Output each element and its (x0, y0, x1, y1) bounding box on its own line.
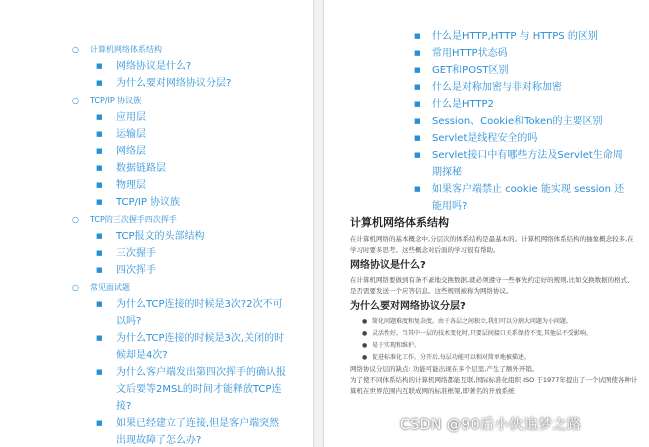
circle-bullet-icon: ○ (72, 283, 79, 292)
square-bullet-icon: ■ (96, 130, 103, 138)
bullet-icon: ● (362, 354, 368, 361)
toc-link[interactable] (0, 262, 313, 279)
list-item: ● 灵活性好。当其中一层的技术变化时,只要层间接口关系保持不变,其他层不受影响。 (362, 328, 640, 340)
square-bullet-icon: ■ (414, 134, 421, 142)
paragraph-osi-intro: 为了使不同体系结构的计算机网络都能互联,国际标准化组织 ISO 于1977年提出了一个试图使各种计算机在世界范围内互联成网的标准框架,即著名的开放系统 (350, 376, 638, 395)
list-item: ● 易于实现和维护。 (362, 340, 640, 352)
square-bullet-icon: ■ (414, 100, 421, 108)
toc-link[interactable] (0, 41, 313, 58)
toc-link[interactable] (324, 181, 649, 215)
right-document-page (324, 0, 649, 447)
toc-link[interactable] (0, 126, 313, 143)
toc-link-label: 网络层 (116, 146, 146, 157)
toc-link-label: Session、Cookie和Token的主要区别 (432, 116, 603, 127)
toc-link-label: 什么是HTTP,HTTP 与 HTTPS 的区别 (432, 31, 598, 42)
paragraph-layering-drawback: 网络协议分层的缺点: 功能可能出现在多个层里,产生了额外开销。 (350, 365, 539, 373)
toc-link-label: 四次挥手 (116, 265, 156, 276)
toc-link[interactable] (0, 160, 313, 177)
toc-link[interactable] (324, 147, 649, 181)
square-bullet-icon: ■ (414, 32, 421, 40)
article-body (350, 214, 640, 397)
heading-what-is-protocol: 网络协议是什么? (350, 260, 426, 271)
square-bullet-icon: ■ (96, 419, 103, 427)
square-bullet-icon: ■ (96, 232, 103, 240)
toc-link-label: 如果已经建立了连接,但是客户端突然出现故障了怎么办? (116, 418, 280, 446)
toc-link-label: 运输层 (116, 129, 146, 140)
csdn-watermark: CSDN @90后小伙追梦之路 (400, 417, 582, 433)
bullet-icon: ● (362, 342, 368, 349)
paragraph-architecture: 在计算机网络的基本概念中,分层次的体系结构是最基本的。计算机网络体系结构的抽象概念较多,在学习时要多思考。这些概念对后面的学习很有帮助。 (350, 235, 634, 254)
square-bullet-icon: ■ (414, 49, 421, 57)
square-bullet-icon: ■ (96, 79, 103, 87)
square-bullet-icon: ■ (96, 266, 103, 274)
toc-link-label: TCP报文的头部结构 (116, 231, 205, 242)
toc-link[interactable] (0, 177, 313, 194)
list-item: ● 促进标准化工作。分开后,每层功能可以相对简单地被描述。 (362, 352, 640, 364)
toc-link[interactable] (0, 296, 313, 330)
square-bullet-icon: ■ (96, 164, 103, 172)
toc-link-label: 为什么客户端发出第四次挥手的确认报文后要等2MSL的时间才能释放TCP连接? (116, 367, 286, 412)
square-bullet-icon: ■ (96, 368, 103, 376)
toc-link[interactable] (0, 92, 313, 109)
toc-link[interactable] (0, 75, 313, 92)
heading-why-layering: 为什么要对网络协议分层? (350, 301, 466, 312)
toc-link[interactable] (0, 58, 313, 75)
layering-benefits-list (350, 316, 640, 364)
toc-link-label: 数据链路层 (116, 163, 166, 174)
square-bullet-icon: ■ (96, 147, 103, 155)
circle-bullet-icon: ○ (72, 215, 79, 224)
toc-link-label: 应用层 (116, 112, 146, 123)
toc-link[interactable] (0, 211, 313, 228)
bullet-icon: ● (362, 318, 368, 325)
square-bullet-icon: ■ (414, 185, 421, 193)
toc-link-label: Servlet是线程安全的吗 (432, 133, 538, 144)
toc-link[interactable] (324, 28, 649, 45)
toc-link[interactable] (0, 109, 313, 126)
square-bullet-icon: ■ (414, 83, 421, 91)
toc-link[interactable] (0, 279, 313, 296)
toc-link[interactable] (0, 364, 313, 415)
toc-link-label: TCP的三次握手四次挥手 (90, 215, 177, 224)
toc-link-label: 为什么TCP连接的时候是3次?2次不可以吗? (116, 299, 283, 327)
left-table-of-contents (0, 41, 313, 447)
toc-link-label: 计算机网络体系结构 (90, 45, 162, 54)
toc-link[interactable] (324, 79, 649, 96)
toc-link[interactable] (0, 330, 313, 364)
toc-link[interactable] (0, 228, 313, 245)
circle-bullet-icon: ○ (72, 96, 79, 105)
square-bullet-icon: ■ (414, 151, 421, 159)
toc-link-label: 常见面试题 (90, 283, 130, 292)
toc-link-label: GET和POST区别 (432, 65, 509, 76)
page-gutter (313, 0, 324, 447)
toc-link-label: 三次握手 (116, 248, 156, 259)
toc-link-label: 为什么TCP连接的时候是3次,关闭的时候却是4次? (116, 333, 285, 361)
toc-link-label: TCP/IP 协议族 (116, 197, 181, 208)
toc-link-label: 什么是HTTP2 (432, 99, 494, 110)
square-bullet-icon: ■ (96, 62, 103, 70)
paragraph-protocol: 在计算机网络要做到有条不紊地交换数据,就必须遵守一些事先约定好的规则,比如交换数据的格式、是否需要发送一个应答信息。这些规则被称为网络协议。 (350, 276, 634, 295)
toc-link[interactable] (0, 143, 313, 160)
toc-link[interactable] (324, 96, 649, 113)
square-bullet-icon: ■ (96, 181, 103, 189)
toc-link[interactable] (0, 245, 313, 262)
square-bullet-icon: ■ (96, 113, 103, 121)
toc-link[interactable] (324, 45, 649, 62)
toc-link-label: 为什么要对网络协议分层? (116, 78, 232, 89)
square-bullet-icon: ■ (96, 249, 103, 257)
toc-link-label: Servlet接口中有哪些方法及Servlet生命周期探秘 (432, 150, 623, 178)
toc-link-label: 什么是对称加密与非对称加密 (432, 82, 562, 93)
square-bullet-icon: ■ (96, 198, 103, 206)
square-bullet-icon: ■ (414, 117, 421, 125)
square-bullet-icon: ■ (96, 300, 103, 308)
heading-network-architecture: 计算机网络体系结构 (350, 216, 449, 229)
toc-link-label: 物理层 (116, 180, 146, 191)
toc-link[interactable] (324, 130, 649, 147)
circle-bullet-icon: ○ (72, 45, 79, 54)
bullet-icon: ● (362, 330, 368, 337)
right-table-of-contents (324, 28, 649, 215)
toc-link-label: TCP/IP 协议族 (90, 96, 142, 105)
left-document-page (0, 0, 313, 447)
toc-link-label: 常用HTTP状态码 (432, 48, 508, 59)
toc-link[interactable] (324, 62, 649, 79)
square-bullet-icon: ■ (414, 66, 421, 74)
toc-link-label: 如果客户端禁止 cookie 能实现 session 还能用吗? (432, 184, 625, 212)
toc-link[interactable] (0, 415, 313, 447)
square-bullet-icon: ■ (96, 334, 103, 342)
list-item: ● 简化问题难度和复杂度。由于各层之间独立,我们可以分割大问题为小问题。 (362, 316, 640, 328)
toc-link[interactable] (324, 113, 649, 130)
toc-link[interactable] (0, 194, 313, 211)
toc-link-label: 网络协议是什么? (116, 61, 192, 72)
